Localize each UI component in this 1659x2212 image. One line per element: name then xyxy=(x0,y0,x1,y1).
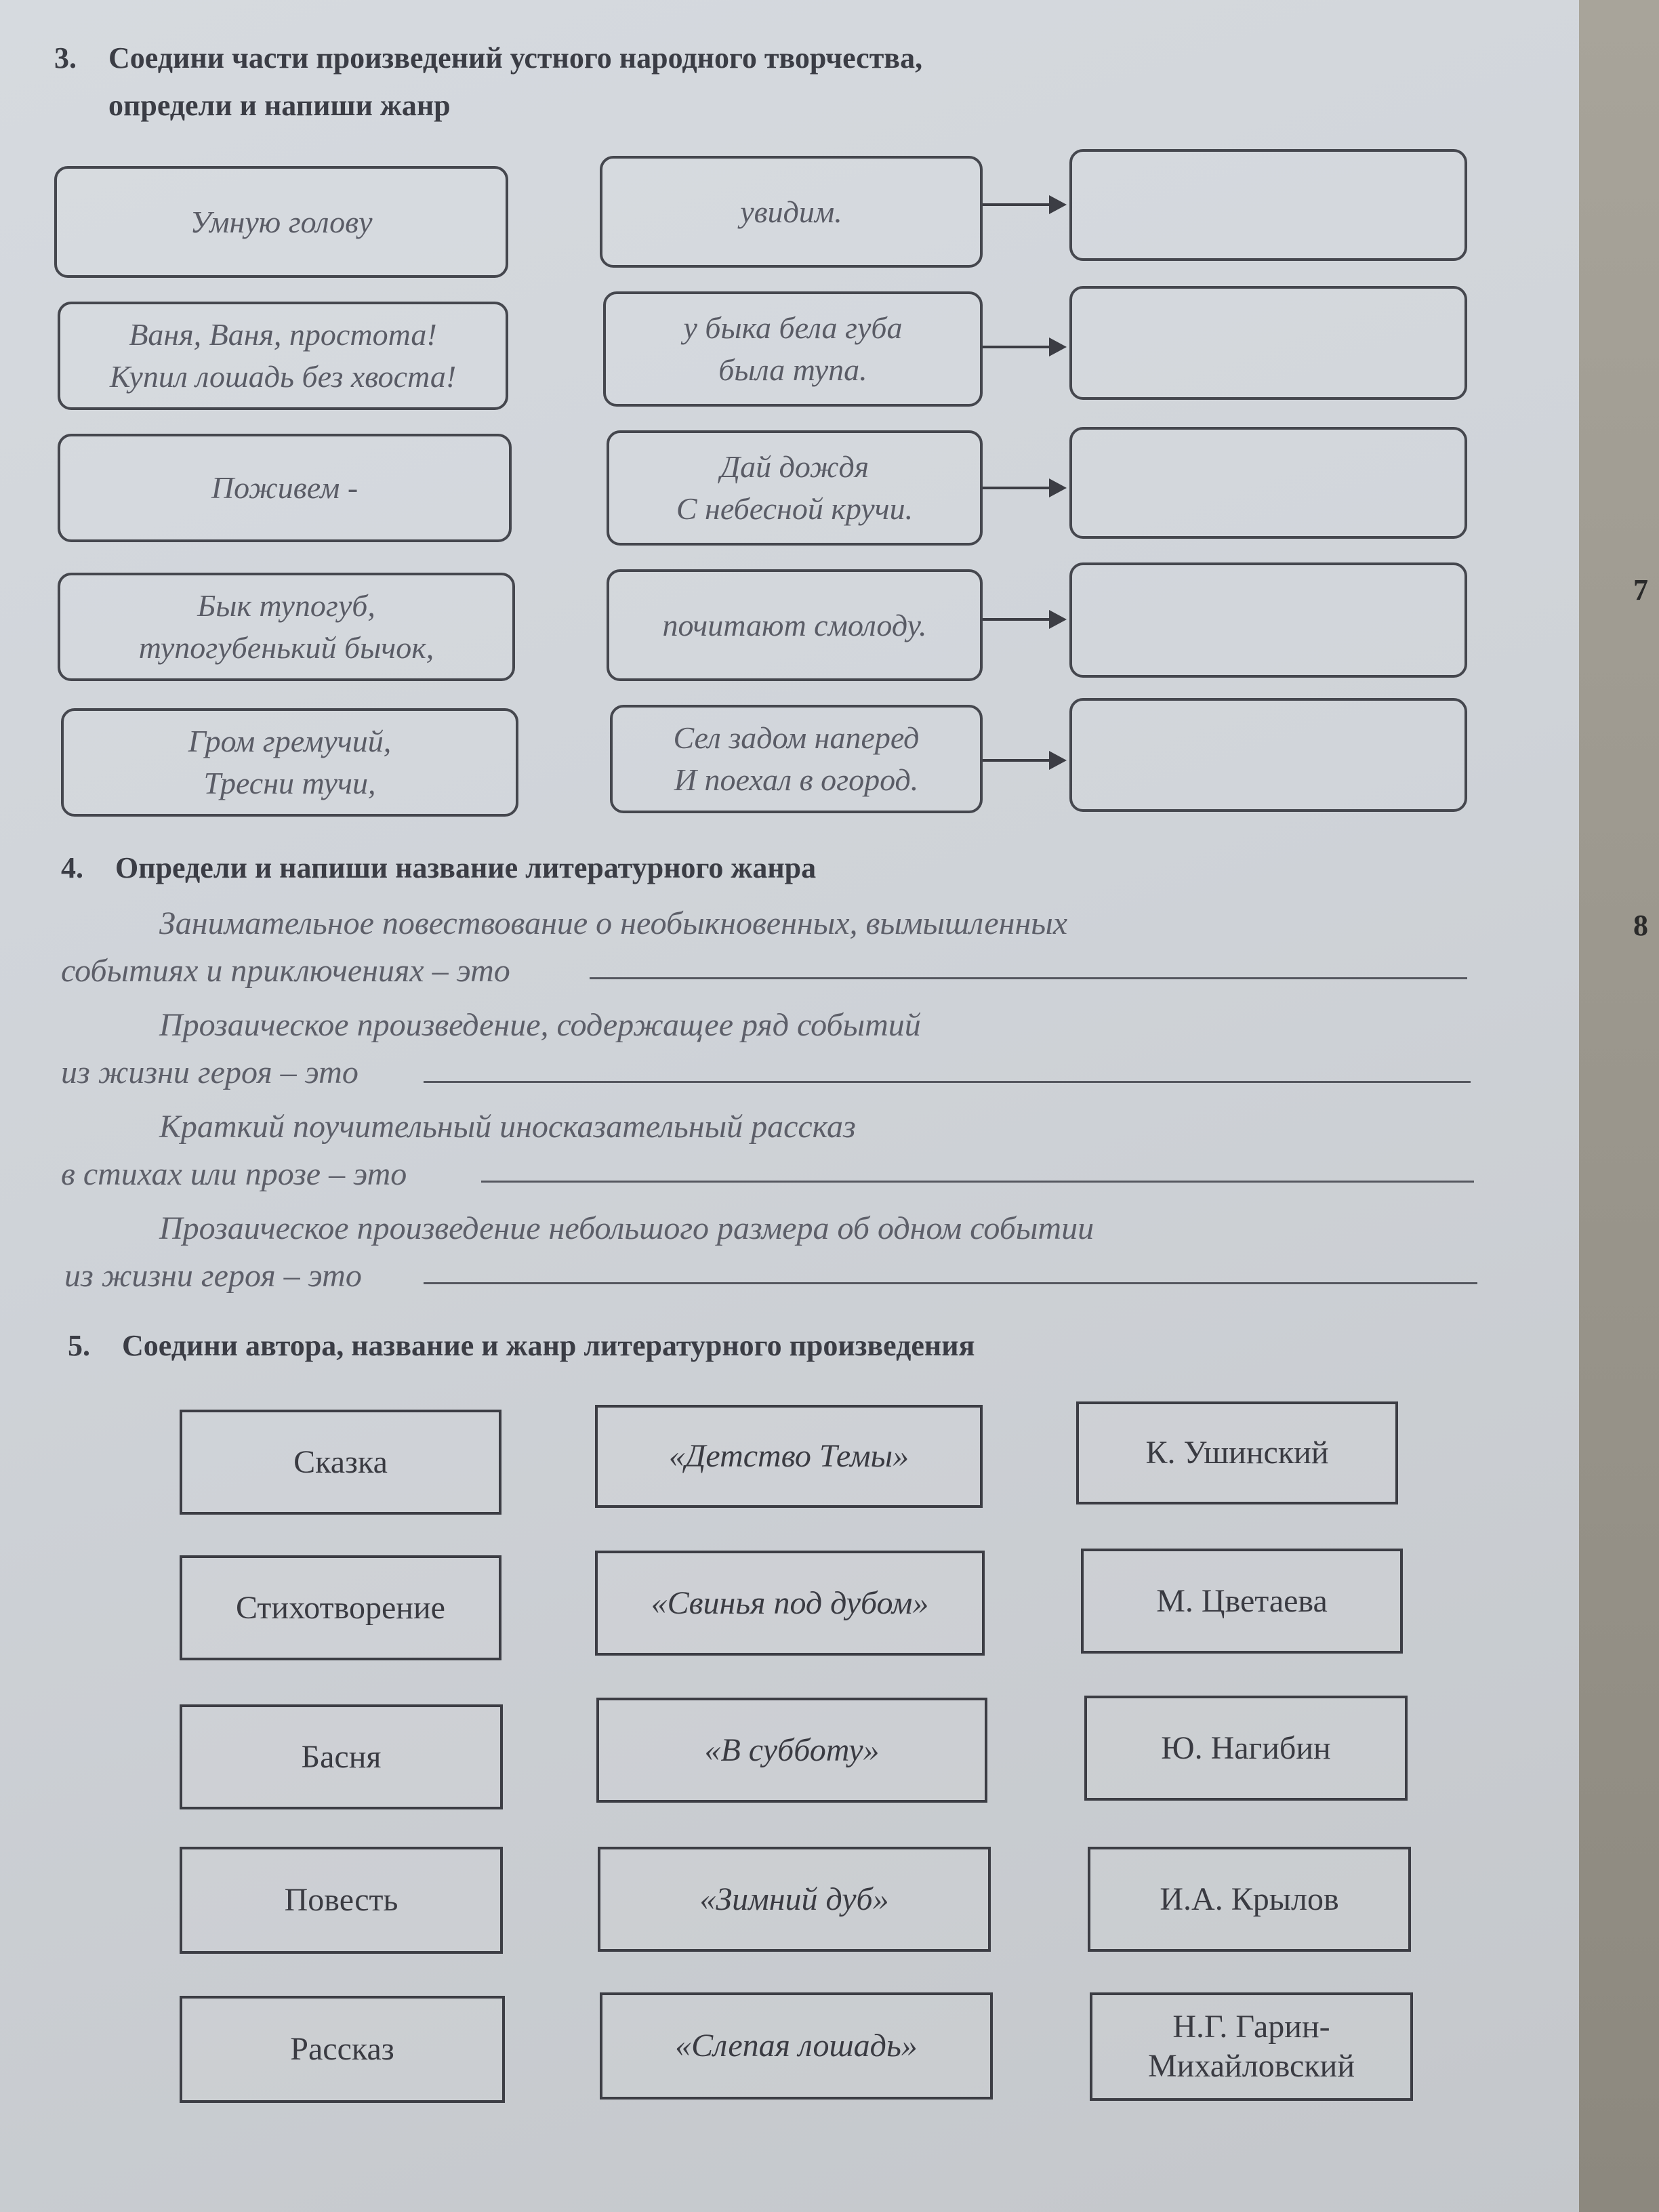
task3-left-box-4: Бык тупогуб, тупогубенький бычок, xyxy=(58,573,515,681)
task3-answer-box-5[interactable] xyxy=(1069,698,1467,812)
task4-item1-answer-line[interactable] xyxy=(590,977,1467,979)
task4-item2-line2: из жизни героя – это xyxy=(61,1054,359,1090)
task4-heading xyxy=(61,851,816,885)
task5-title-box-3: «В субботу» xyxy=(596,1698,987,1803)
task5-title-box-2: «Свинья под дубом» xyxy=(595,1551,985,1656)
margin-page-number-8: 8 xyxy=(1633,909,1648,942)
task4-item4-line1: Прозаическое произведение небольшого размера об одном событии xyxy=(159,1210,1094,1246)
task4-item3-line2: в стихах или прозе – это xyxy=(61,1156,407,1192)
task3-left-box-5: Гром гремучий, Тресни тучи, xyxy=(61,708,518,817)
task3-title-line2: определи и напиши жанр xyxy=(108,89,451,122)
task3-answer-box-4[interactable] xyxy=(1069,562,1467,678)
task5-number: 5. xyxy=(68,1329,90,1362)
task3-arrow-5 xyxy=(983,759,1064,762)
task5-title-box-4: «Зимний дуб» xyxy=(598,1847,991,1952)
task3-answer-box-1[interactable] xyxy=(1069,149,1467,261)
task3-heading xyxy=(54,41,922,75)
task3-answer-box-3[interactable] xyxy=(1069,427,1467,539)
task4-item3-line1: Краткий поучительный иносказательный рассказ xyxy=(159,1109,856,1145)
task5-title-box-1: «Детство Темы» xyxy=(595,1405,983,1508)
task5-genre-box-4: Повесть xyxy=(180,1847,503,1954)
task5-genre-box-2: Стихотворение xyxy=(180,1555,501,1660)
task5-title-box-5: «Слепая лошадь» xyxy=(600,1992,993,2100)
task5-title: Соедини автора, название и жанр литературного произведения xyxy=(122,1329,975,1362)
task3-left-box-2: Ваня, Ваня, простота! Купил лошадь без хвоста! xyxy=(58,302,508,410)
task4-item4-line2: из жизни героя – это xyxy=(64,1258,362,1294)
task5-genre-box-3: Басня xyxy=(180,1704,503,1809)
task3-arrow-2 xyxy=(983,346,1064,348)
task3-arrow-1 xyxy=(983,203,1064,206)
task4-item2-answer-line[interactable] xyxy=(424,1081,1471,1083)
task4-item2-line1: Прозаическое произведение, содержащее ряд событий xyxy=(159,1007,921,1043)
task4-title: Определи и напиши название литературного жанра xyxy=(115,851,817,884)
task3-number: 3. xyxy=(54,41,77,75)
task3-right-box-5: Сел задом наперед И поехал в огород. xyxy=(610,705,983,813)
task3-left-box-1: Умную голову xyxy=(54,166,508,278)
task5-author-box-3: Ю. Нагибин xyxy=(1084,1696,1408,1801)
margin-page-number-7: 7 xyxy=(1633,573,1648,607)
task4-item1-line2: событиях и приключениях – это xyxy=(61,953,510,989)
next-page-edge xyxy=(1579,0,1659,2212)
task4-item4-answer-line[interactable] xyxy=(424,1282,1477,1284)
task5-genre-box-5: Рассказ xyxy=(180,1996,505,2103)
task3-left-box-3: Поживем - xyxy=(58,434,512,542)
task5-author-box-5: Н.Г. Гарин- Михайловский xyxy=(1090,1992,1413,2101)
task3-right-box-4: почитают смолоду. xyxy=(607,569,983,681)
task4-item1-line1: Занимательное повествование о необыкновенных, вымышленных xyxy=(159,905,1068,941)
task3-title-line1: Соедини части произведений устного народного творчества, xyxy=(108,41,923,75)
task5-author-box-1: К. Ушинский xyxy=(1076,1401,1398,1504)
task5-author-box-4: И.А. Крылов xyxy=(1088,1847,1411,1952)
task3-arrow-4 xyxy=(983,618,1064,621)
task3-right-box-2: у быка бела губа была тупа. xyxy=(603,291,983,407)
task3-right-box-3: Дай дождя С небесной кручи. xyxy=(607,430,983,546)
task5-author-box-2: М. Цветаева xyxy=(1081,1549,1403,1654)
task3-right-box-1: увидим. xyxy=(600,156,983,268)
task4-item3-answer-line[interactable] xyxy=(481,1181,1474,1183)
task4-number: 4. xyxy=(61,851,83,884)
task5-genre-box-1: Сказка xyxy=(180,1410,501,1515)
task5-heading xyxy=(68,1328,975,1363)
task3-answer-box-2[interactable] xyxy=(1069,286,1467,400)
task3-arrow-3 xyxy=(983,487,1064,489)
